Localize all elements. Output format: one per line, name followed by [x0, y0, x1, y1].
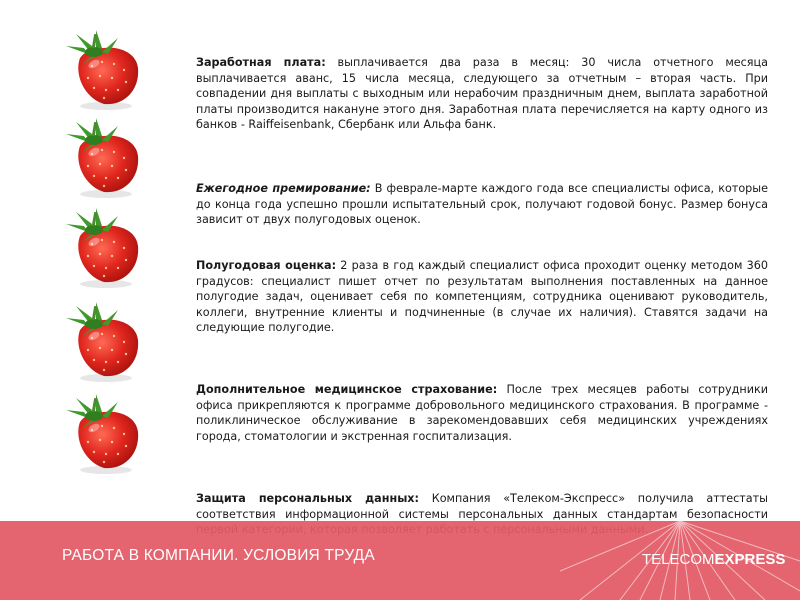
- brand-light: TELECOM: [642, 551, 715, 568]
- data-protection-text: Компания «Телеком-Экспресс» получила аттестаты соответствия информационной системы персональных данных стандартам безопасности: [196, 492, 768, 521]
- bonus-section: [196, 181, 768, 228]
- salary-section: [196, 55, 768, 133]
- insurance-text: После трех месяцев работы сотрудники офиса прикрепляются к программе добровольного медицинского страхования. В программе - поликлиническое обслуживание в зарекомендовавших себя медицинских учреждениях города, стоматологии и экстренная госпитализация.: [196, 383, 768, 443]
- telecom-express-logo: [642, 551, 785, 568]
- insurance-section: [196, 382, 768, 444]
- strawberry-icon: [58, 112, 150, 200]
- strawberry-icon: [58, 296, 150, 384]
- strawberry-icon: [58, 202, 150, 290]
- footer-bar: [0, 521, 800, 600]
- strawberry-icon: [58, 388, 150, 476]
- data-protection-heading: Защита персональных данных:: [196, 492, 420, 505]
- review-section: [196, 258, 768, 336]
- brand-bold: EXPRESS: [714, 551, 786, 568]
- review-text: 2 раза в год каждый специалист офиса проходит оценку методом 360 градусов: специалист пишет отчет по результатам выполнения поставленных на данное полугодие задач, оценивает себя по компетенциям, сотрудника оценивают руководитель, коллеги, внутренние клиенты и подчиненные (в случае их наличия). Ставятся задачи на следующие полугодие.: [196, 259, 768, 335]
- footer-title: РАБОТА В КОМПАНИИ. УСЛОВИЯ ТРУДА: [62, 547, 375, 564]
- bonus-heading: Ежегодное премирование:: [196, 182, 371, 195]
- review-heading: Полугодовая оценка:: [196, 259, 337, 272]
- insurance-heading: Дополнительное медицинское страхование:: [196, 383, 498, 396]
- salary-heading: Заработная плата:: [196, 56, 326, 69]
- bonus-text: В феврале-марте каждого года все специалисты офиса, которые до конца года успешно прошли испытательный срок, получают годовой бонус. Размер бонуса зависит от двух полугодовых оценок.: [196, 182, 768, 227]
- salary-text: выплачивается два раза в месяц: 30 числа отчетного месяца выплачивается аванс, 15 числа месяца, следующего за отчетным – вторая часть. При совпадении дня выплаты с выходным или нерабочим праздничным днем, выплата заработной платы производится накануне этого дня. Заработная плата перечисляется на карту одного из банков - Raiffeisenbank, Сбербанк или Альфа банк.: [196, 56, 768, 132]
- strawberry-icon: [58, 24, 150, 112]
